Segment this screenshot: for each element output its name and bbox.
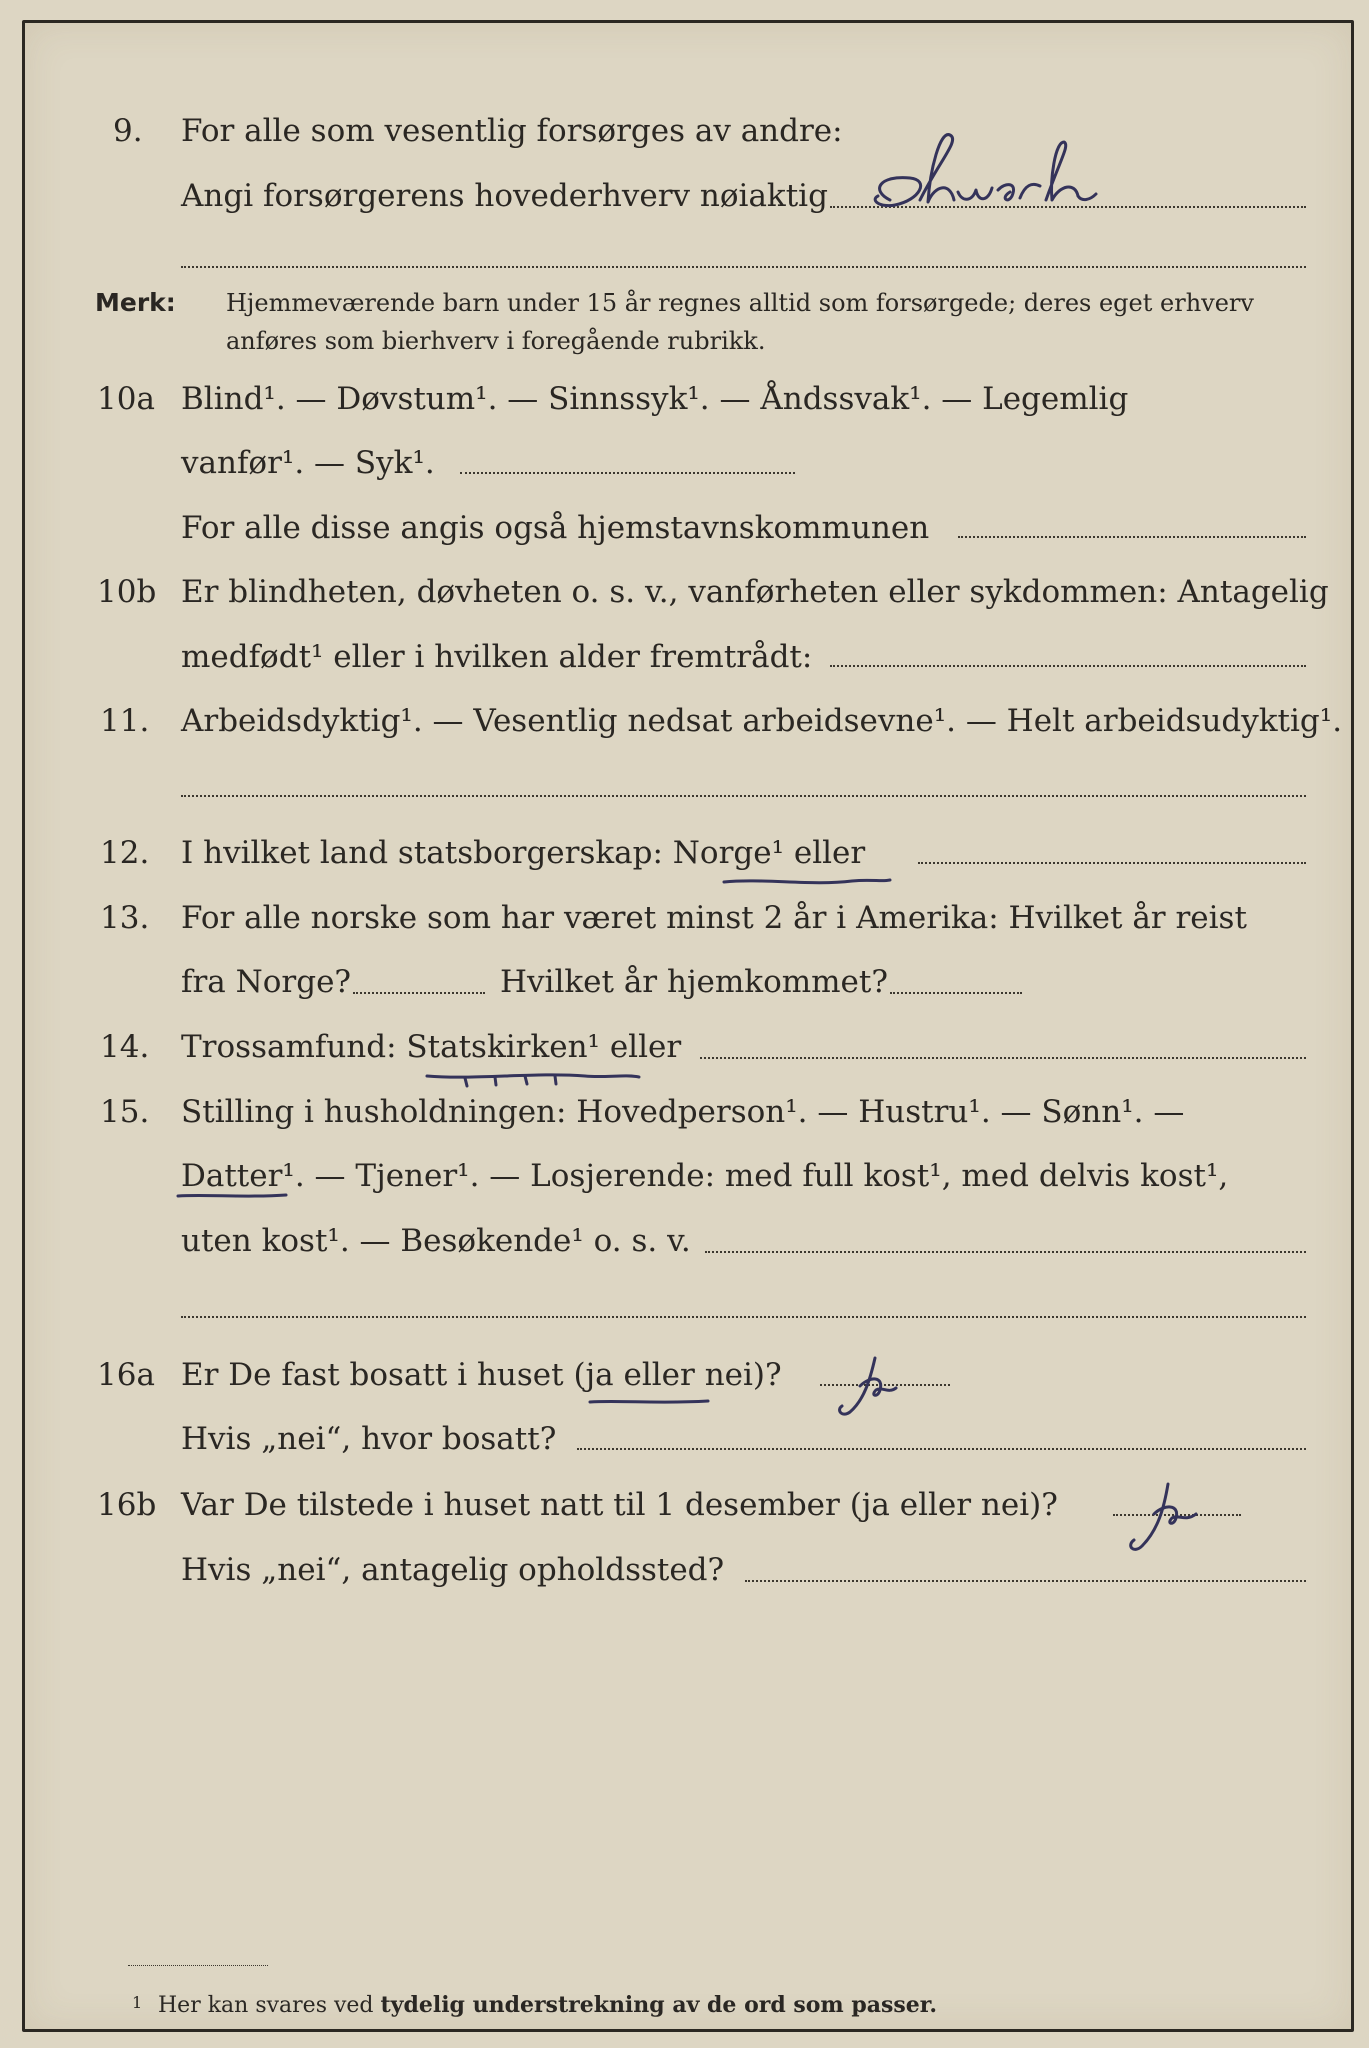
form-frame — [22, 20, 1354, 2032]
q9-line2: Angi forsørgerens hovederhverv nøiaktig — [181, 178, 828, 214]
q16a-number: 16a — [97, 1357, 155, 1393]
q13-number: 13. — [100, 900, 150, 936]
q16a-line2: Hvis „nei“, hvor bosatt? — [181, 1421, 557, 1457]
q15-separator — [181, 1316, 1306, 1318]
q13-line2a: fra Norge? — [181, 964, 352, 1000]
q10b-answer-line — [830, 665, 1306, 667]
q13-line1: For alle norske som har været minst 2 år i Amerika: Hvilket år reist — [181, 900, 1247, 936]
q15-line1: Stilling i husholdningen: Hovedperson¹. — Hustru¹. — Sønn¹. — — [181, 1094, 1185, 1130]
footnote-text — [158, 1994, 937, 2017]
q11-line1: Arbeidsdyktig¹. — Vesentlig nedsat arbeidsevne¹. — Helt arbeidsudyktig¹. — [181, 703, 1343, 739]
q11-answer-line — [181, 795, 1306, 797]
q15-answer-line — [705, 1251, 1306, 1253]
q13-line2b: Hvilket år hjemkommet? — [500, 964, 888, 1000]
q10a-line2: vanfør¹. — Syk¹. — [181, 445, 435, 481]
q10a-kommune-line — [958, 536, 1306, 538]
q14-number: 14. — [100, 1029, 150, 1065]
q16a-bosatt-line — [577, 1448, 1306, 1450]
q10b-number: 10b — [97, 574, 157, 610]
q16b-opholdssted-line — [745, 1580, 1306, 1582]
q10a-answer-line — [460, 472, 795, 474]
q12-underline-norge — [722, 872, 922, 892]
q9-line1: For alle som vesentlig forsørges av andre: — [181, 113, 843, 149]
q16a-underline-ja — [588, 1394, 718, 1410]
q11-number: 11. — [100, 703, 150, 739]
q10a-line3: For alle disse angis også hjemstavnskommunen — [181, 510, 930, 546]
q14-answer-line — [700, 1057, 1306, 1059]
q15-line3: uten kost¹. — Besøkende¹ o. s. v. — [181, 1223, 691, 1259]
q14-line1: Trossamfund: Statskirken¹ eller — [181, 1029, 682, 1065]
q16b-line1: Var De tilstede i huset natt til 1 desember (ja eller nei)? — [181, 1487, 1058, 1523]
q12-line1: I hvilket land statsborgerskap: Norge¹ eller — [181, 835, 866, 871]
q12-number: 12. — [100, 835, 150, 871]
q16b-line2: Hvis „nei“, antagelig opholdssted? — [181, 1552, 725, 1588]
q16b-handwritten-ja — [1120, 1478, 1230, 1558]
q9-separator — [181, 266, 1306, 268]
q10a-line1: Blind¹. — Døvstum¹. — Sinnssyk¹. — Åndssvak¹. — Legemlig — [181, 381, 1129, 417]
footnote-mark: 1 — [132, 1993, 143, 2012]
footnote-text-bold: tydelig understrekning av de ord som passer. — [380, 1992, 938, 2018]
q15-line2: Datter¹. — Tjener¹. — Losjerende: med full kost¹, med delvis kost¹, — [181, 1158, 1229, 1194]
q10a-number: 10a — [97, 381, 155, 417]
footnote-text-plain: Her kan svares ved — [158, 1993, 374, 2018]
q12-answer-line — [918, 862, 1306, 864]
q15-number: 15. — [100, 1094, 150, 1130]
q13-hjemkommet-line — [890, 992, 1022, 994]
q16a-handwritten-ja — [830, 1350, 930, 1420]
footnote-rule — [128, 1965, 268, 1966]
q10b-line2: medfødt¹ eller i hvilken alder fremtrådt: — [181, 639, 813, 675]
q16b-number: 16b — [97, 1487, 157, 1523]
merk-line2: anføres som bierhverv i foregående rubrikk. — [226, 327, 766, 355]
q10b-line1: Er blindheten, døvheten o. s. v., vanførheten eller sykdommen: Antagelig — [181, 574, 1329, 610]
merk-label: Merk: — [95, 288, 176, 317]
q9-number: 9. — [113, 113, 143, 149]
q14-underline-statskirken — [425, 1068, 645, 1092]
q9-handwritten-answer — [850, 130, 1150, 230]
q13-reist-line — [353, 992, 485, 994]
q15-underline-datter — [176, 1188, 296, 1204]
merk-line1: Hjemmeværende barn under 15 år regnes alltid som forsørgede; deres eget erhverv — [226, 289, 1254, 317]
q16a-line1: Er De fast bosatt i huset (ja eller nei)? — [181, 1357, 782, 1393]
